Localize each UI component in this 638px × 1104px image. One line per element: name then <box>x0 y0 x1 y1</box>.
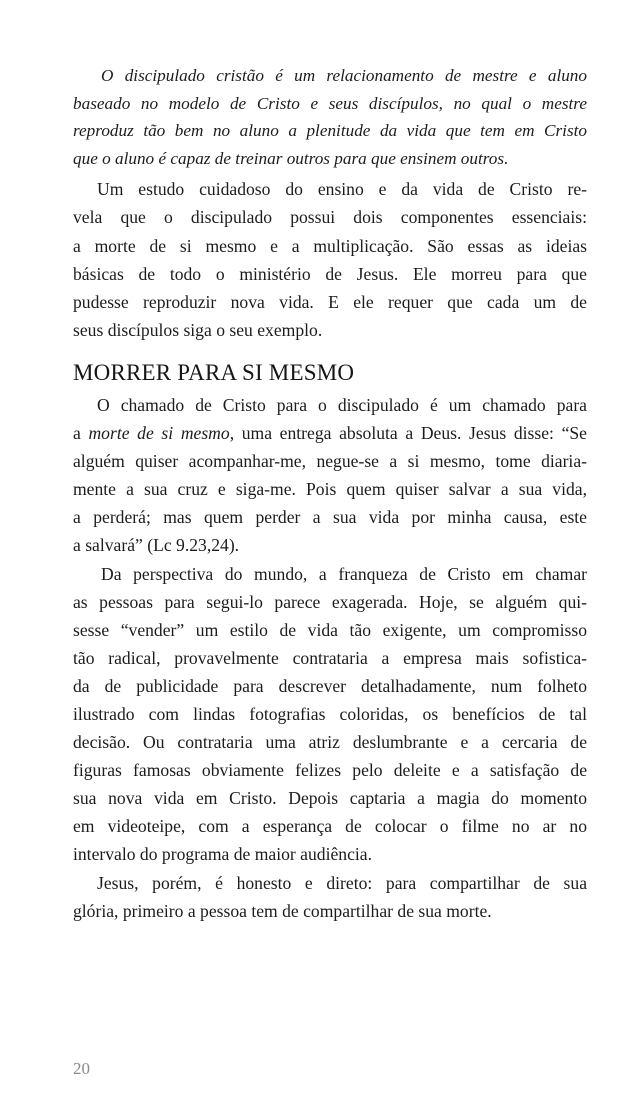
paragraph-line: glória, primeiro a pessoa tem de compartilhar de sua morte. <box>73 900 492 921</box>
emphasis-text: morte de si mesmo <box>88 423 230 444</box>
body-paragraph-4 <box>73 869 587 925</box>
paragraph-line: seus discípulos siga o seu exemplo. <box>73 319 323 340</box>
paragraph-line: alguém quiser acompanhar-me, negue-se a si mesmo, tome diaria- <box>73 451 587 472</box>
line-text: a <box>73 423 89 444</box>
paragraph-line: intervalo do programa de maior audiência. <box>73 844 372 865</box>
intro-line: O discipulado cristão é um relacionamento de mestre e aluno <box>101 66 587 85</box>
intro-line: reproduz tão bem no aluno a plenitude da vida que tem em Cristo <box>73 121 587 141</box>
body-paragraph-2 <box>73 391 587 560</box>
paragraph-line: vela que o discipulado possui dois componentes essenciais: <box>73 207 587 228</box>
paragraph-line: Jesus, porém, é honesto e direto: para compartilhar de sua <box>97 872 587 893</box>
page-body <box>73 62 587 925</box>
intro-line: baseado no modelo de Cristo e seus discípulos, no qual o mestre <box>73 93 587 113</box>
paragraph-line: pudesse reproduzir nova vida. E ele requer que cada um de <box>73 291 587 312</box>
paragraph-line: figuras famosas obviamente felizes pelo deleite e a satisfação de <box>73 760 587 781</box>
intro-paragraph <box>73 62 587 172</box>
paragraph-line: a morte de si mesmo e a multiplicação. São essas as ideias <box>73 235 587 256</box>
line-text: , uma entrega absoluta a Deus. Jesus disse: “Se <box>229 423 587 444</box>
paragraph-line: O chamado de Cristo para o discipulado é um chamado para <box>97 394 587 415</box>
paragraph-line: sua nova vida em Cristo. Depois captaria a magia do momento <box>73 788 587 809</box>
paragraph-line: as pessoas para segui-lo parece exagerada. Hoje, se alguém qui- <box>73 591 587 612</box>
paragraph-line: mente a sua cruz e siga-me. Pois quem quiser salvar a sua vida, <box>73 479 587 500</box>
intro-line: que o aluno é capaz de treinar outros para que ensinem outros. <box>73 148 509 168</box>
paragraph-line: em videoteipe, com a esperança de colocar o filme no ar no <box>73 816 587 837</box>
paragraph-line: da de publicidade para descrever detalhadamente, num folheto <box>73 675 587 696</box>
paragraph-line: a perderá; mas quem perder a sua vida por minha causa, este <box>73 507 587 528</box>
page-number: 20 <box>73 1059 90 1078</box>
body-paragraph-3 <box>73 560 587 869</box>
section-heading: MORRER PARA SI MESMO <box>73 359 355 385</box>
paragraph-line: básicas de todo o ministério de Jesus. Ele morreu para que <box>73 263 587 284</box>
paragraph-line: Da perspectiva do mundo, a franqueza de Cristo em chamar <box>101 563 587 584</box>
paragraph-line: a salvará” (Lc 9.23,24). <box>73 535 240 556</box>
paragraph-line: sesse “vender” um estilo de vida tão exigente, um compromisso <box>73 619 587 640</box>
paragraph-line: ilustrado com lindas fotografias coloridas, os benefícios de tal <box>73 703 587 724</box>
paragraph-line: tão radical, provavelmente contrataria a empresa mais sofistica- <box>73 647 587 668</box>
paragraph-line: decisão. Ou contrataria uma atriz deslumbrante e a cercaria de <box>73 732 587 753</box>
paragraph-line <box>73 419 587 447</box>
body-paragraph-1 <box>73 175 587 344</box>
paragraph-line: Um estudo cuidadoso do ensino e da vida de Cristo re- <box>97 179 587 200</box>
